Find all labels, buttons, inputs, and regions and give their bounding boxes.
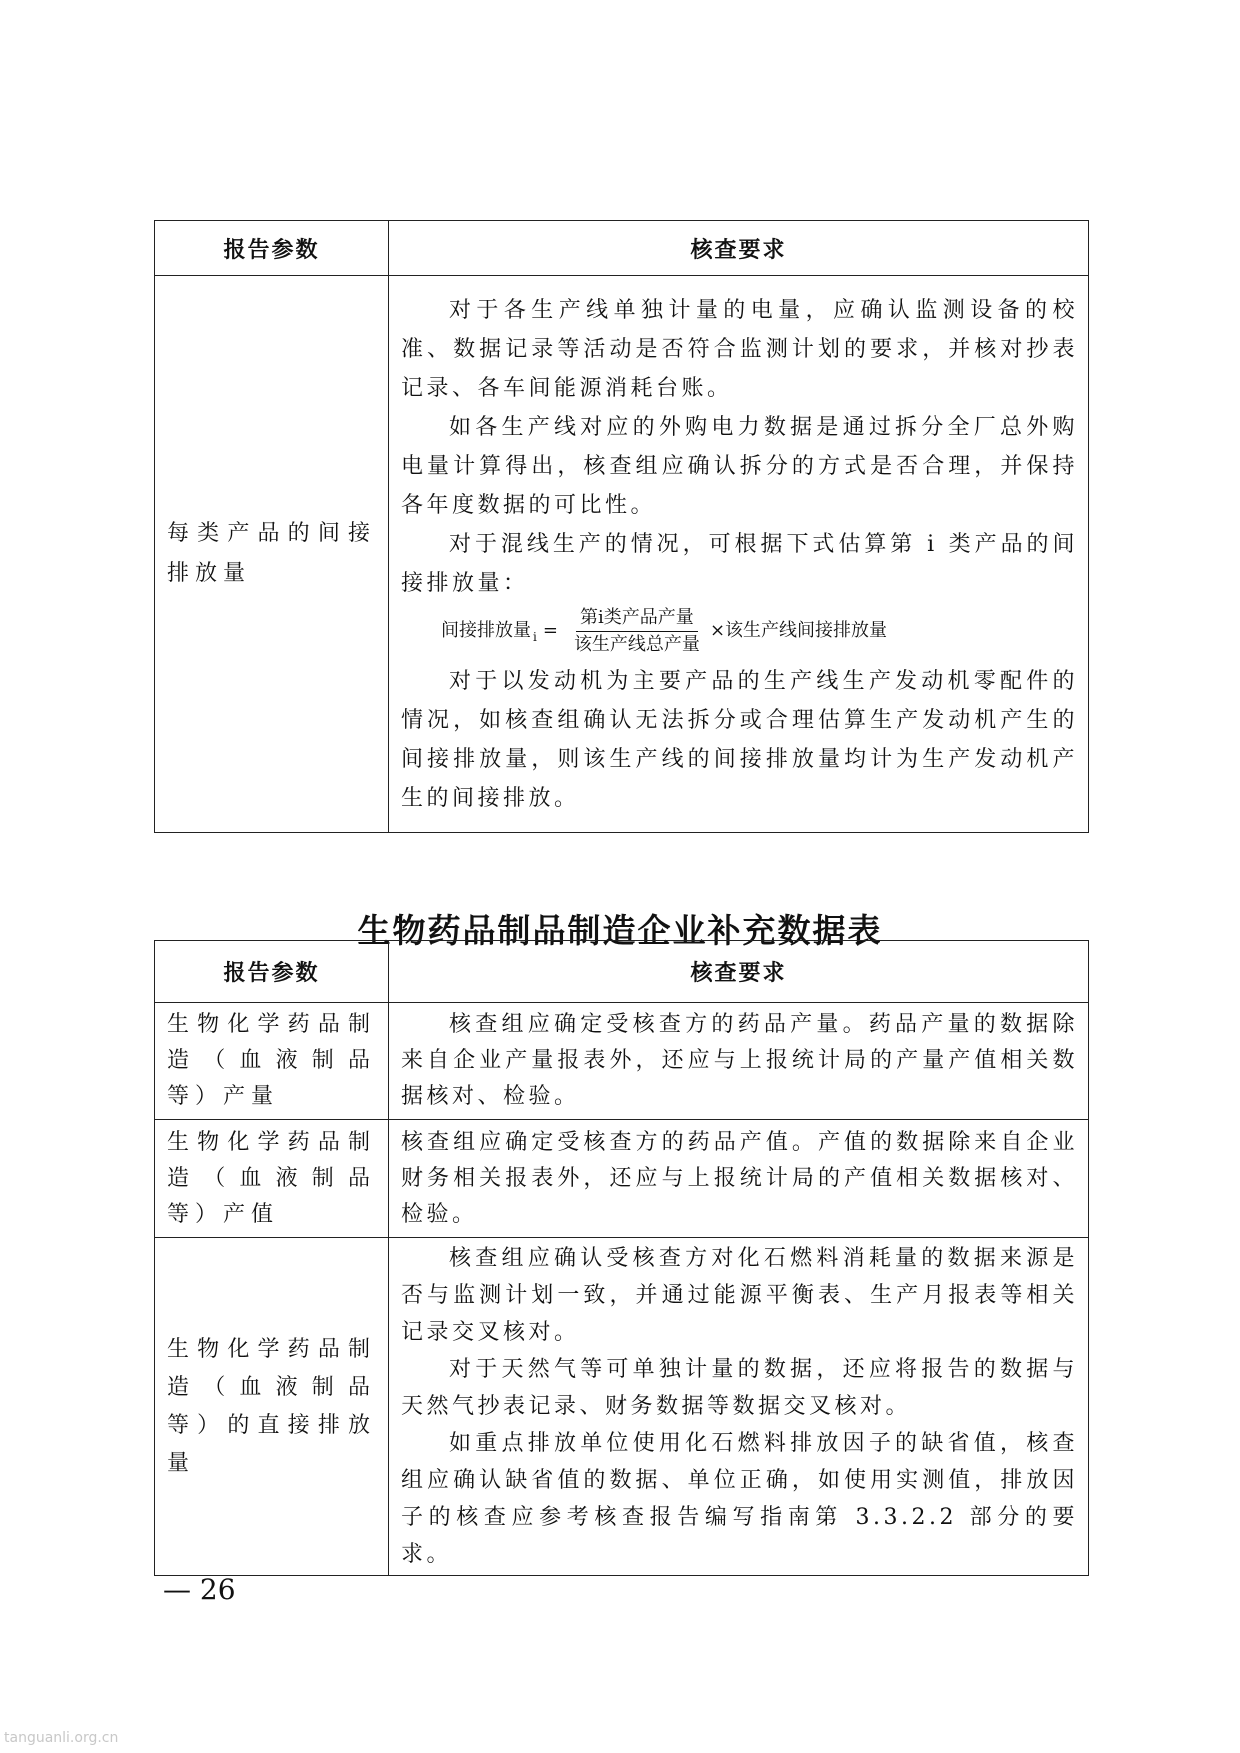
table-row bbox=[155, 1238, 1089, 1576]
requirement-paragraph: 如重点排放单位使用化石燃料排放因子的缺省值，核查组应确认缺省值的数据、单位正确，如使用实测值，排放因子的核查应参考核查报告编写指南第 3.3.2.2 部分的要求。 bbox=[401, 1431, 1078, 1567]
header-verification-requirement: 核查要求 bbox=[389, 221, 1089, 276]
verification-requirement-cell bbox=[389, 276, 1089, 833]
verification-requirement-cell bbox=[389, 1120, 1089, 1238]
header-verification-requirement: 核查要求 bbox=[389, 941, 1089, 1003]
table-row bbox=[155, 276, 1089, 833]
report-parameter-cell: 生物化学药品制造（血液制品等）产值 bbox=[155, 1120, 389, 1238]
report-parameter-cell: 生物化学药品制造（血液制品等）产量 bbox=[155, 1003, 389, 1120]
requirement-paragraph: 对于各生产线单独计量的电量，应确认监测设备的校准、数据记录等活动是否符合监测计划的要求，并核对抄表记录、各车间能源消耗台账。 bbox=[401, 297, 1078, 401]
page-number: — 26 bbox=[163, 1573, 236, 1606]
watermark-text: tanguanli.org.cn bbox=[4, 1730, 119, 1746]
table-header-row bbox=[155, 941, 1089, 1003]
verification-requirement-cell bbox=[389, 1238, 1089, 1576]
formula-numerator: 第i类产品产量 bbox=[576, 607, 698, 632]
table-header-row bbox=[155, 221, 1089, 276]
header-report-parameter: 报告参数 bbox=[155, 221, 389, 276]
formula-lhs: 间接排放量 bbox=[441, 620, 531, 641]
requirement-paragraph: 对于以发动机为主要产品的生产线生产发动机零配件的情况，如核查组确认无法拆分或合理估算生产发动机产生的间接排放量，则该生产线的间接排放量均计为生产发动机产生的间接排放。 bbox=[401, 668, 1078, 811]
formula-fraction bbox=[570, 607, 704, 656]
requirement-paragraph: 核查组应确认受核查方对化石燃料消耗量的数据来源是否与监测计划一致，并通过能源平衡表、生产月报表等相关记录交叉核对。 bbox=[401, 1246, 1078, 1345]
formula-equals: = bbox=[542, 620, 558, 641]
section-title: 生物药品制品制造企业补充数据表 bbox=[357, 911, 883, 950]
biopharma-supplementary-table bbox=[154, 940, 1089, 1576]
requirement-paragraph: 对于天然气等可单独计量的数据，还应将报告的数据与天然气抄表记录、财务数据等数据交叉核对。 bbox=[401, 1357, 1078, 1419]
report-parameter-cell: 每类产品的间接排放量 bbox=[155, 276, 389, 833]
indirect-emission-table bbox=[154, 220, 1089, 833]
requirement-paragraph: 核查组应确定受核查方的药品产值。产值的数据除来自企业财务相关报表外，还应与上报统计局的产值相关数据核对、检验。 bbox=[401, 1129, 1078, 1227]
header-report-parameter: 报告参数 bbox=[155, 941, 389, 1003]
table-row bbox=[155, 1120, 1089, 1238]
formula-rhs: ×该生产线间接排放量 bbox=[709, 620, 888, 641]
report-parameter-cell: 生物化学药品制造（血液制品等）的直接排放量 bbox=[155, 1238, 389, 1576]
requirement-paragraph: 如各生产线对应的外购电力数据是通过拆分全厂总外购电量计算得出，核查组应确认拆分的方式是否合理，并保持各年度数据的可比性。 bbox=[401, 414, 1078, 518]
requirement-paragraph: 对于混线生产的情况，可根据下式估算第 i 类产品的间接排放量： bbox=[401, 531, 1078, 596]
requirement-paragraph: 核查组应确定受核查方的药品产量。药品产量的数据除来自企业产量报表外，还应与上报统计局的产量产值相关数据核对、检验。 bbox=[401, 1012, 1078, 1109]
verification-requirement-cell bbox=[389, 1003, 1089, 1120]
allocation-formula bbox=[441, 607, 1078, 656]
formula-subscript: i bbox=[533, 630, 537, 644]
table-row bbox=[155, 1003, 1089, 1120]
formula-denominator: 该生产线总产量 bbox=[573, 633, 700, 655]
